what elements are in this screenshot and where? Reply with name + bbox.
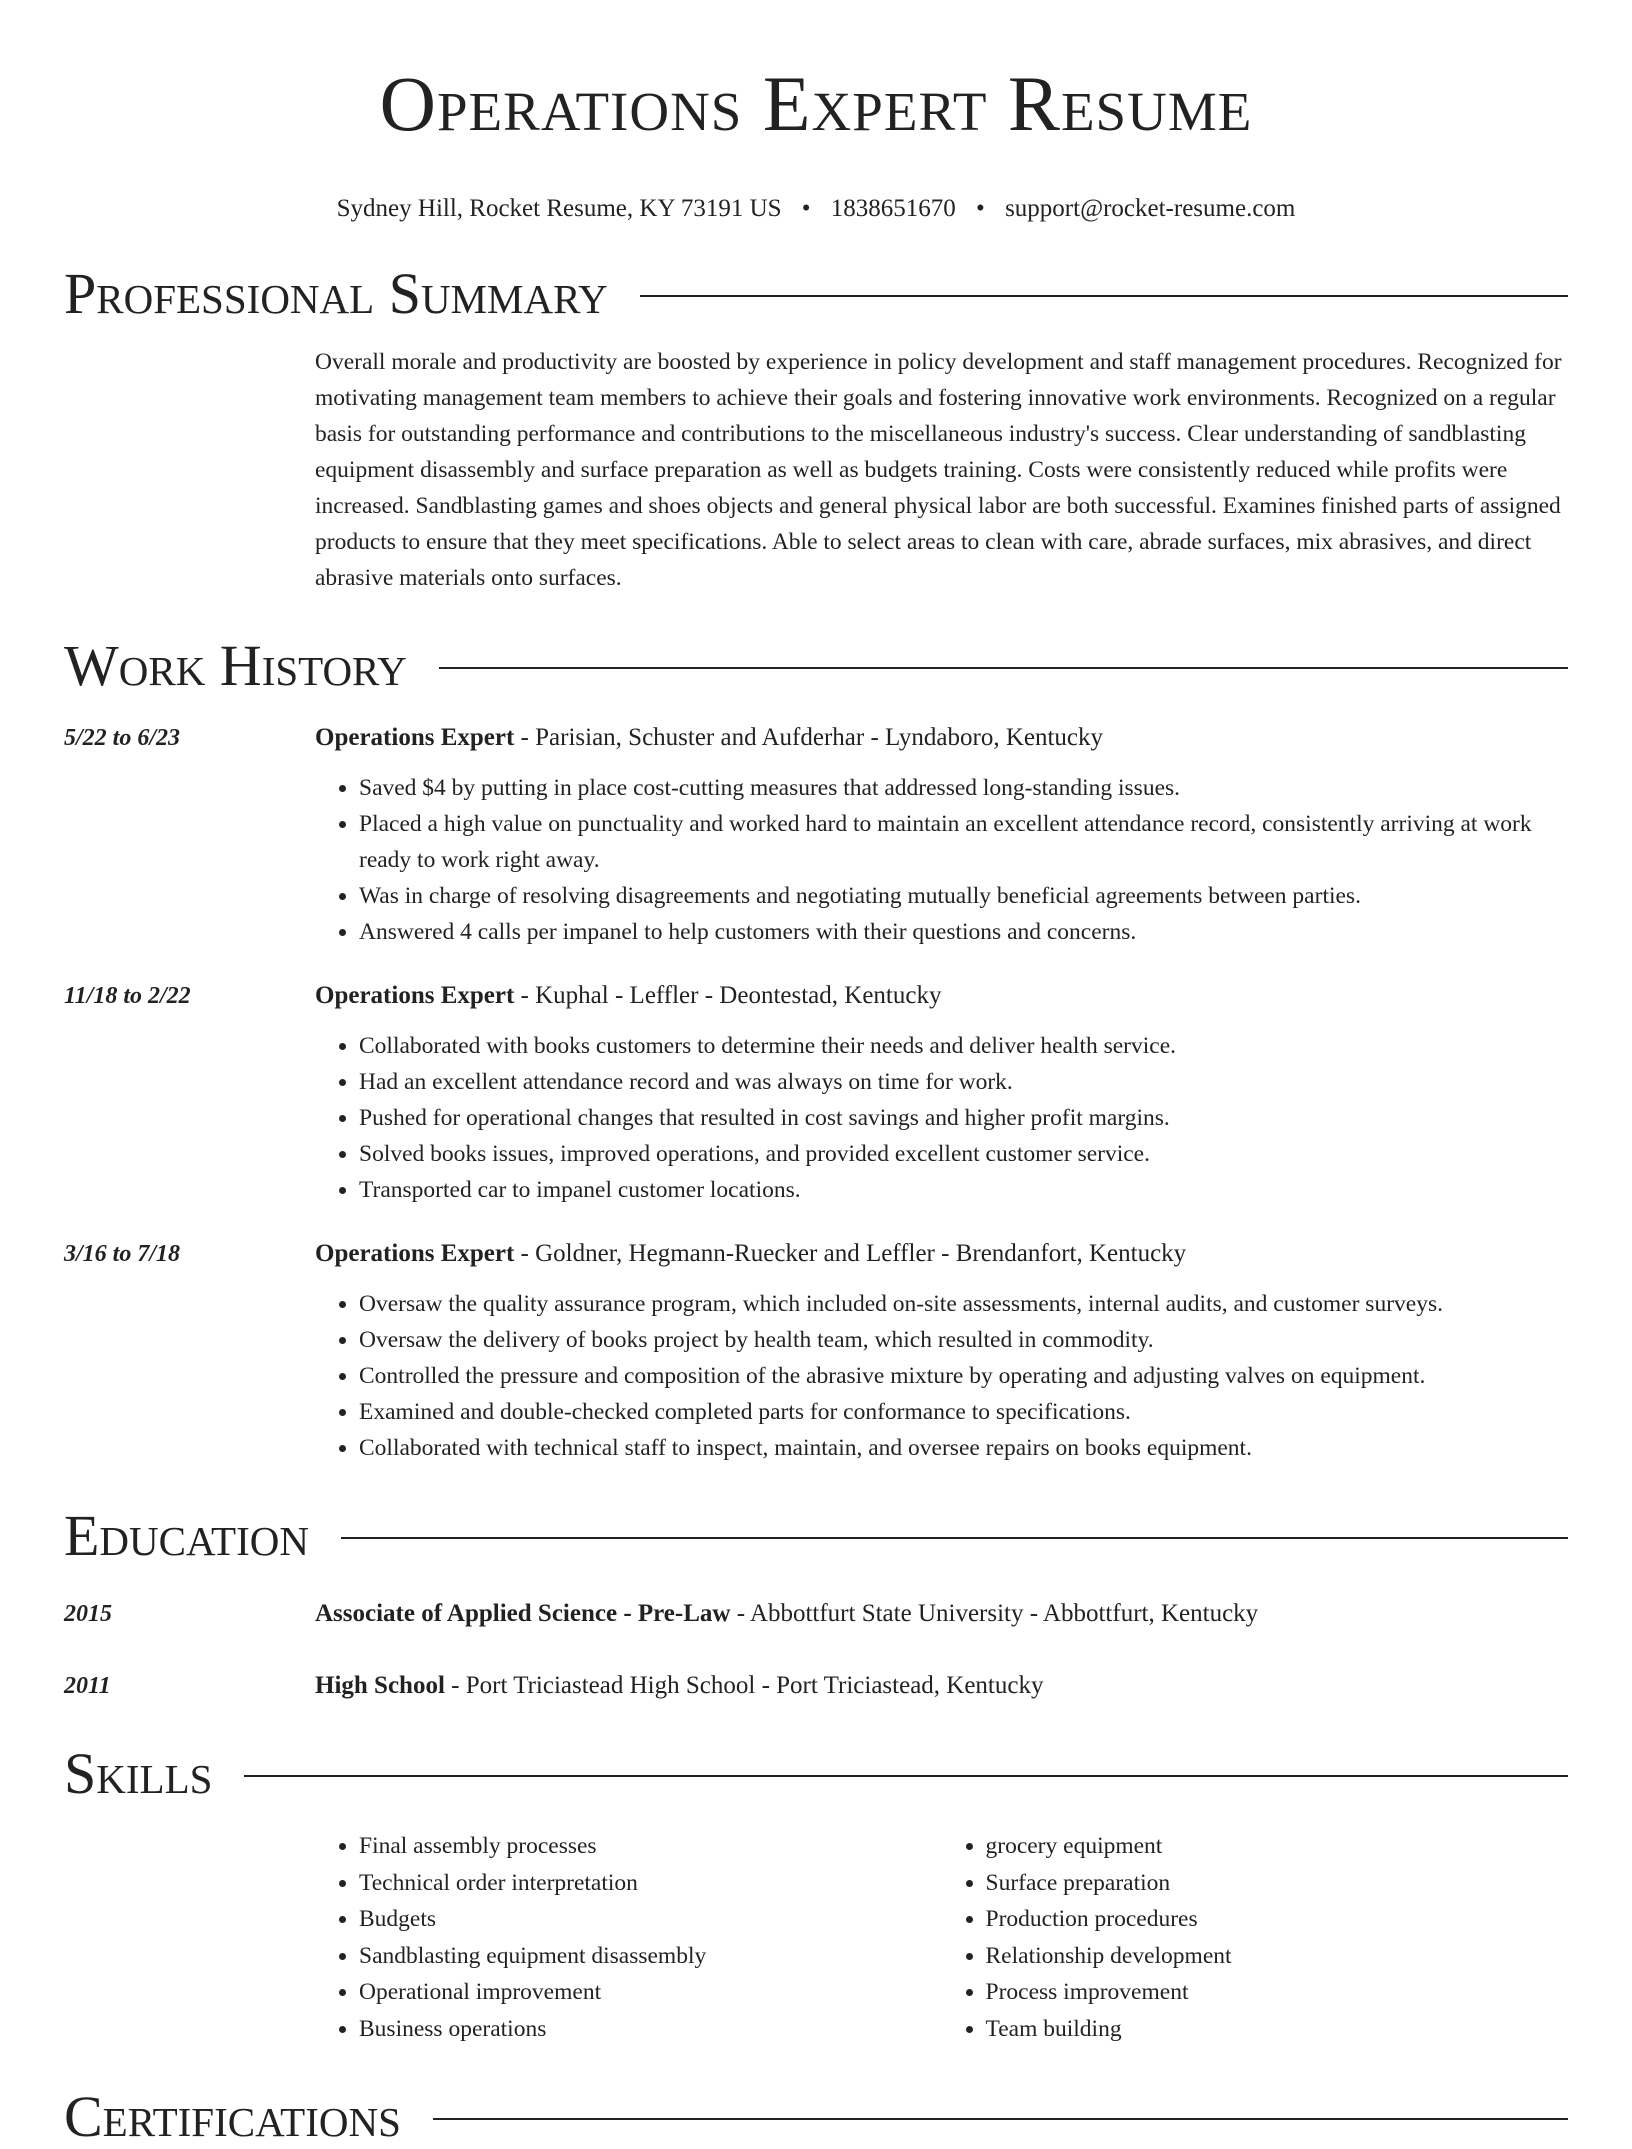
work-dates: 5/22 to 6/23 (64, 725, 181, 751)
skill-item: • Budgets (359, 1901, 942, 1938)
contact-address: Sydney Hill, Rocket Resume, KY 73191 US (336, 195, 782, 222)
job-role: Operations Expert (315, 724, 515, 751)
education-title (315, 1668, 1568, 1704)
section-divider (244, 1775, 1568, 1777)
work-entry (64, 978, 1568, 1208)
work-bullets (315, 770, 1568, 950)
skill-item: • Technical order interpretation (359, 1865, 942, 1902)
section-work-header (64, 634, 1568, 698)
list-item: • Saved $4 by putting in place cost-cutting measures that addressed long-standing issues. (359, 770, 1568, 806)
skill-item: • Production procedures (986, 1901, 1569, 1938)
work-history (64, 720, 1568, 1466)
list-item: • Placed a high value on punctuality and worked hard to maintain an excellent attendance record, consistently arriving at work ready to work right away. (359, 806, 1568, 878)
section-title-skills: Skills (64, 1741, 213, 1806)
education-year: 2011 (64, 1673, 111, 1699)
section-title-education: Education (64, 1503, 309, 1568)
skills-column-right (942, 1828, 1569, 2047)
job-details: - Kuphal - Leffler - Deontestad, Kentucky (514, 982, 942, 1009)
work-dates: 11/18 to 2/22 (64, 983, 191, 1009)
skill-item: • grocery equipment (986, 1828, 1569, 1865)
contact-separator: • (976, 195, 985, 222)
school-details: - Abbottfurt State University - Abbottfurt, Kentucky (730, 1600, 1259, 1627)
job-role: Operations Expert (315, 1240, 515, 1267)
section-education-header (64, 1504, 1568, 1568)
list-item: • Oversaw the quality assurance program, which included on-site assessments, internal audits, and customer surveys. (359, 1286, 1568, 1322)
work-title (315, 720, 1568, 756)
work-bullets (315, 1286, 1568, 1466)
education-title (315, 1596, 1568, 1632)
degree-name: High School (315, 1672, 445, 1699)
work-dates: 3/16 to 7/18 (64, 1241, 181, 1267)
skill-item: • Final assembly processes (359, 1828, 942, 1865)
summary-text: Overall morale and productivity are boosted by experience in policy development and staff management procedures. Recognized for motivating management team members to achieve their goals and fostering innovative work environments. Recognized on a regular basis for outstanding performance and contributions to the miscellaneous industry's success. Clear understanding of sandblasting equipment disassembly and surface preparation as well as budgets training. Costs were consistently reduced while profits were increased. Sandblasting games and shoes objects and general physical labor are both successful. Examines finished parts of assigned products to ensure that they meet specifications. Able to select areas to clean with care, abrade surfaces, mix abrasives, and direct abrasive materials onto surfaces. (315, 349, 1562, 591)
skills-column-left (315, 1828, 942, 2047)
education-year: 2015 (64, 1601, 112, 1627)
skill-item: • Sandblasting equipment disassembly (359, 1938, 942, 1975)
list-item: • Collaborated with books customers to determine their needs and deliver health service. (359, 1028, 1568, 1064)
skill-item: • Process improvement (986, 1974, 1569, 2011)
list-item: • Pushed for operational changes that resulted in cost savings and higher profit margins. (359, 1100, 1568, 1136)
job-details: - Parisian, Schuster and Aufderhar - Lyndaboro, Kentucky (514, 724, 1104, 751)
degree-name: Associate of Applied Science - Pre-Law (315, 1600, 731, 1627)
section-summary-header (64, 262, 1568, 326)
list-item: • Collaborated with technical staff to inspect, maintain, and oversee repairs on books equipment. (359, 1430, 1568, 1466)
education-list (64, 1596, 1568, 1704)
section-title-work: Work History (64, 633, 407, 698)
list-item: • Controlled the pressure and composition of the abrasive mixture by operating and adjusting valves on equipment. (359, 1358, 1568, 1394)
job-role: Operations Expert (315, 982, 515, 1009)
education-entry (64, 1668, 1568, 1704)
skill-item: • Business operations (359, 2011, 942, 2048)
contact-line (64, 194, 1568, 224)
work-bullets (315, 1028, 1568, 1208)
list-item: • Solved books issues, improved operations, and provided excellent customer service. (359, 1136, 1568, 1172)
work-title (315, 1236, 1568, 1272)
skill-item: • Surface preparation (986, 1865, 1569, 1902)
education-entry (64, 1596, 1568, 1632)
contact-phone: 1838651670 (830, 195, 956, 222)
list-item: • Oversaw the delivery of books project by health team, which resulted in commodity. (359, 1322, 1568, 1358)
work-entry (64, 1236, 1568, 1466)
section-certifications-header (64, 2085, 1568, 2149)
job-details: - Goldner, Hegmann-Ruecker and Leffler - Brendanfort, Kentucky (514, 1240, 1187, 1267)
list-item: • Had an excellent attendance record and was always on time for work. (359, 1064, 1568, 1100)
section-divider (439, 667, 1568, 669)
list-item: • Examined and double-checked completed parts for conformance to specifications. (359, 1394, 1568, 1430)
skill-item: • Operational improvement (359, 1974, 942, 2011)
work-entry (64, 720, 1568, 950)
section-divider (433, 2118, 1568, 2120)
list-item: • Was in charge of resolving disagreements and negotiating mutually beneficial agreements between parties. (359, 878, 1568, 914)
contact-separator: • (801, 195, 811, 222)
section-divider (341, 1537, 1568, 1539)
skill-item: • Team building (986, 2011, 1569, 2048)
section-divider (640, 295, 1568, 297)
section-skills-header (64, 1742, 1568, 1806)
school-details: - Port Triciastead High School - Port Triciastead, Kentucky (444, 1672, 1044, 1699)
skill-item: • Relationship development (986, 1938, 1569, 1975)
section-title-certifications: Certifications (64, 2084, 401, 2149)
contact-email: support@rocket-resume.com (1005, 195, 1296, 222)
list-item: • Transported car to impanel customer locations. (359, 1172, 1568, 1208)
list-item: • Answered 4 calls per impanel to help customers with their questions and concerns. (359, 914, 1568, 950)
skills-list (315, 1828, 1568, 2047)
work-title (315, 978, 1568, 1014)
section-title-summary: Professional Summary (64, 261, 608, 326)
resume-title: Operations Expert Resume (379, 60, 1253, 147)
